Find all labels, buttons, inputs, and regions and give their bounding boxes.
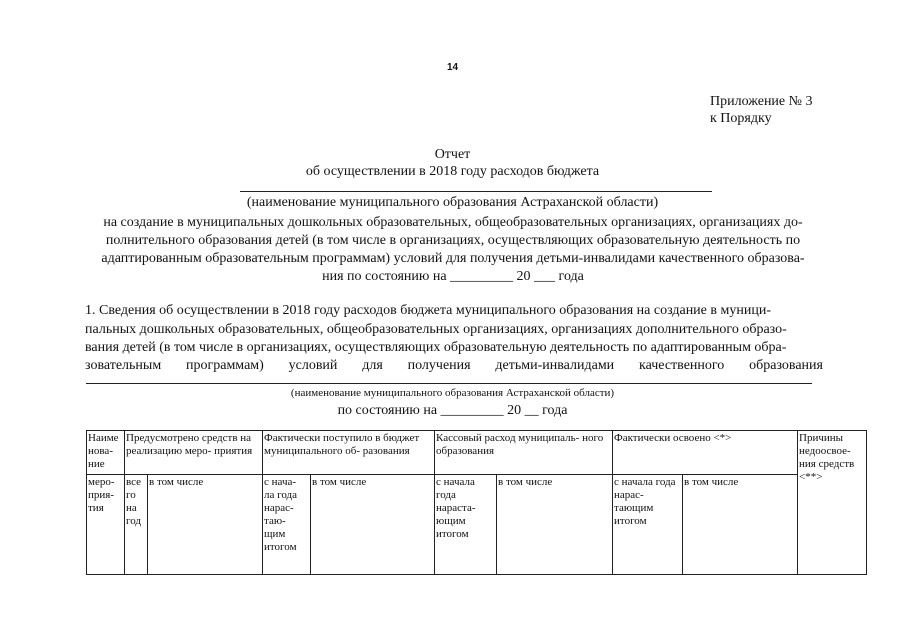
report-table [86,430,867,575]
section-municipality-blank-line [86,383,812,384]
section-1-line-4 [85,358,823,374]
section-1-word: зовательным [85,358,162,373]
as-of-date: по состоянию на _________ 20 __ года [337,403,568,418]
section-1-line-2: пальных дошкольных образовательных, общеобразовательных организациях, организациях дополнительного образо- [85,321,787,337]
purpose-line-1: на создание в муниципальных дошкольных образовательных, общеобразовательных организациях, организациях до- [103,215,803,230]
table-header-row [87,431,867,475]
section-1-word: детьми-инвалидами [495,358,615,373]
purpose-line-3: адаптированным образовательным программам) условий для получения детьми-инвалидами качественного образова- [101,251,805,266]
appendix-reference [710,93,813,127]
subheader-received-from-start: с нача- ла года нарас- таю- щим итогом [263,475,311,575]
section-1-word: программам) [186,358,264,373]
page-number: 14 [446,62,459,73]
appendix-line-2: к Порядку [710,111,772,126]
header-actually-mastered: Фактически освоено <*> [613,431,798,475]
header-event-name-continued: меро- прия- тия [87,475,125,575]
section-1-word: образования [749,358,823,373]
subheader-mastered-including: в том числе [683,475,798,575]
municipality-caption: (наименование муниципального образования Астраханской области) [246,195,659,210]
subheader-received-including: в том числе [311,475,435,575]
section-1-line-1: 1. Сведения об осуществлении в 2018 году расходов бюджета муниципального образования на создание в муници- [85,303,771,318]
section-1-word: качественного [639,358,725,373]
section-1-word: условий [288,358,338,373]
subheader-mastered-from-start: с начала года нарас- тающим итогом [613,475,683,575]
table-subheader-row [87,475,867,575]
purpose-line-2: полнительного образования детей (в том числе в организациях, осуществляющих образовательную деятельность по [105,233,801,248]
header-planned-funds: Предусмотрено средств на реализацию меро- приятия [125,431,263,475]
header-cash-expense: Кассовый расход муниципаль- ного образования [435,431,613,475]
purpose-line-4: ния по состоянию на _________ 20 ___ года [322,269,584,284]
subheader-cash-from-start: с начала года нараста- ющим итогом [435,475,497,575]
subheader-planned-total: все го на год [125,475,148,575]
section-1-line-3: вания детей (в том числе в организациях, осуществляющих образовательную деятельность по адаптированным обра- [85,340,787,356]
report-title [0,146,905,180]
subheader-cash-including: в том числе [497,475,613,575]
report-title-line-2: об осуществлении в 2018 году расходов бюджета [305,164,600,179]
section-municipality-caption: (наименование муниципального образования Астраханской области) [290,387,615,399]
report-purpose [82,214,824,286]
section-1-word: для [362,358,383,373]
appendix-line-1: Приложение № 3 [710,94,813,109]
header-funds-received: Фактически поступило в бюджет муниципального об- разования [263,431,435,475]
header-reasons-underspending: Причины недоосвое- ния средств <**> [798,431,867,575]
subheader-planned-including: в том числе [148,475,263,575]
header-event-name: Наиме нова- ние [87,431,125,475]
report-title-line-1: Отчет [434,147,471,162]
section-1-text [85,302,823,358]
section-1-word: получения [407,358,471,373]
municipality-blank-line [240,191,712,192]
